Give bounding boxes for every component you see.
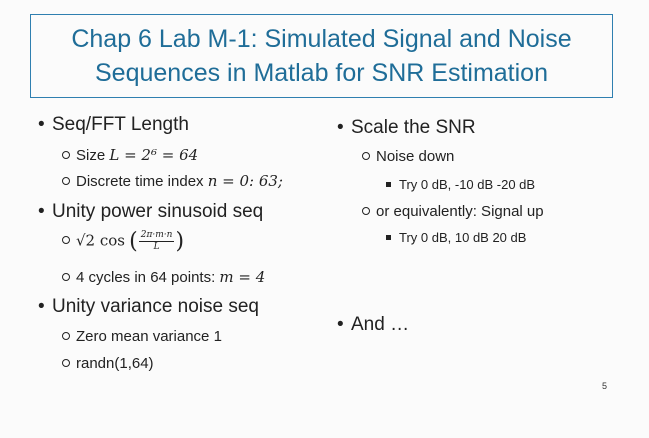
bullet-scale-snr: • Scale the SNR bbox=[337, 117, 476, 138]
sub-bullet-sinusoid-formula: √2 cos ( $\frac{2\pi\cdot m\cdot n}{L}$ ) bbox=[62, 229, 184, 254]
sub-bullet-size: Size L = 2⁶ = 64 bbox=[62, 146, 198, 164]
square-bullet-icon bbox=[386, 182, 391, 187]
circle-bullet-icon bbox=[362, 207, 370, 215]
sub-sub-bullet-signal-levels: Try 0 dB, 10 dB 20 dB bbox=[386, 230, 526, 245]
sub-bullet-cycles: 4 cycles in 64 points: m = 4 bbox=[62, 268, 265, 286]
square-bullet-icon bbox=[386, 235, 391, 240]
sub-bullet-noise-down: Noise down bbox=[362, 148, 454, 165]
sub-bullet-signal-up: or equivalently: Signal up bbox=[362, 203, 544, 220]
circle-bullet-icon bbox=[62, 177, 70, 185]
bullet-dot-icon: • bbox=[38, 114, 45, 135]
bullet-seq-fft-length: • Seq/FFT Length bbox=[38, 114, 189, 135]
sub-bullet-randn: randn(1,64) bbox=[62, 355, 154, 372]
bullet-and: • And … bbox=[337, 314, 410, 335]
math-size: L = 2⁶ = 64 bbox=[109, 146, 199, 164]
math-time-index: n = 0: 63; bbox=[207, 172, 283, 190]
page-number: 5 bbox=[602, 381, 608, 391]
bullet-dot-icon: • bbox=[38, 201, 45, 222]
circle-bullet-icon bbox=[362, 152, 370, 160]
circle-bullet-icon bbox=[62, 151, 70, 159]
bullet-unity-variance: • Unity variance noise seq bbox=[38, 296, 259, 317]
bullet-dot-icon: • bbox=[337, 117, 344, 138]
circle-bullet-icon bbox=[62, 273, 70, 281]
bullet-unity-power: • Unity power sinusoid seq bbox=[38, 201, 264, 222]
title-line-2: Sequences in Matlab for SNR Estimation bbox=[95, 59, 548, 87]
math-m: m = 4 bbox=[219, 268, 266, 286]
sub-bullet-zero-mean: Zero mean variance 1 bbox=[62, 328, 222, 345]
bullet-dot-icon: • bbox=[38, 296, 45, 317]
circle-bullet-icon bbox=[62, 332, 70, 340]
circle-bullet-icon bbox=[62, 236, 70, 244]
fraction: $\frac{2\pi\cdot m\cdot n}{L}$ bbox=[140, 230, 173, 252]
circle-bullet-icon bbox=[62, 359, 70, 367]
title-line-1: Chap 6 Lab M-1: Simulated Signal and Noise bbox=[71, 25, 572, 53]
bullet-dot-icon: • bbox=[337, 314, 344, 335]
sub-sub-bullet-noise-levels: Try 0 dB, -10 dB -20 dB bbox=[386, 177, 535, 192]
title-box bbox=[30, 14, 613, 98]
sub-bullet-time-index: Discrete time index n = 0: 63; bbox=[62, 172, 283, 190]
